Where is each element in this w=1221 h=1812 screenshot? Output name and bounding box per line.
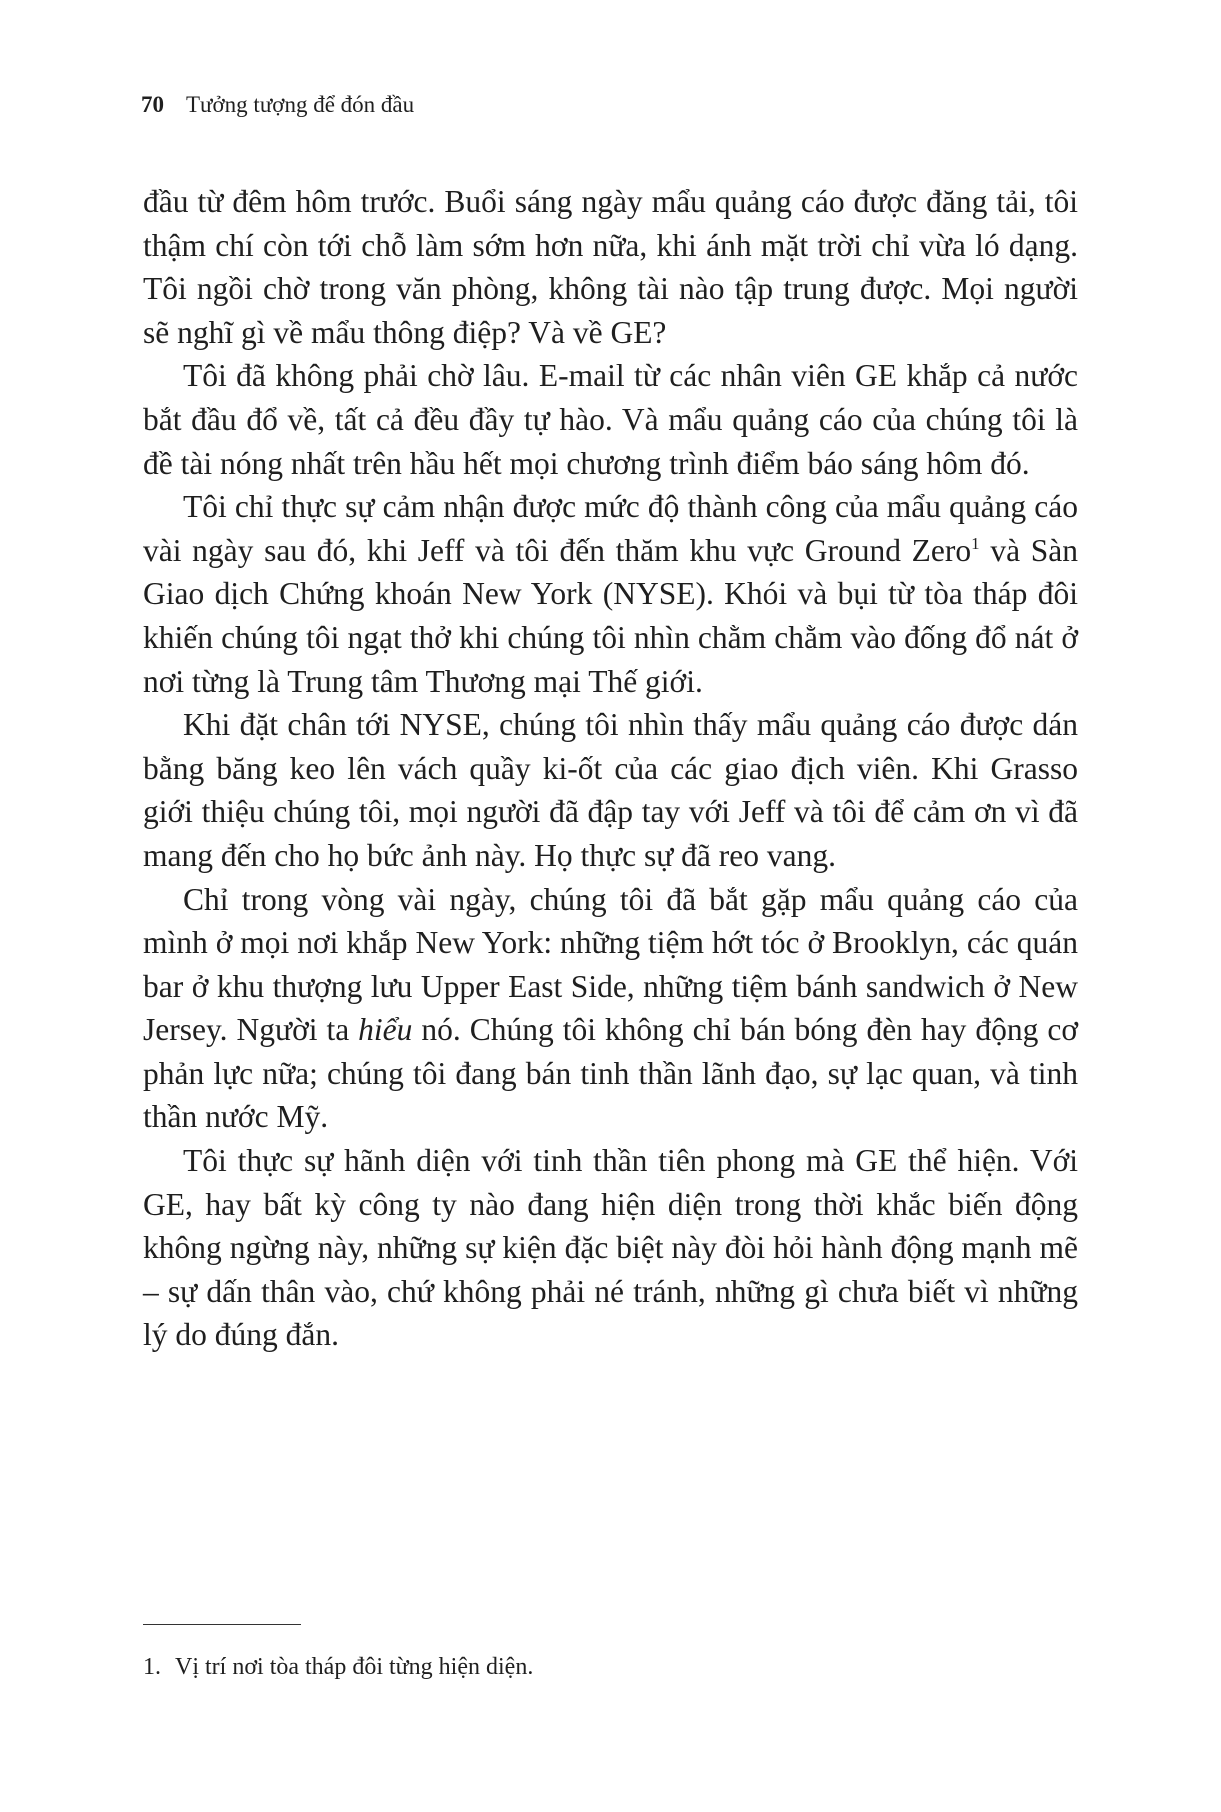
page-number: 70	[141, 92, 164, 117]
footnote-number: 1.	[143, 1654, 161, 1680]
paragraph-2: Tôi đã không phải chờ lâu. E-mail từ các nhân viên GE khắp cả nước bắt đầu đổ về, tất cả đều đầy tự hào. Và mẩu quảng cáo của chúng tôi là đề tài nóng nhất trên hầu hết mọi chương trình điểm báo sáng hôm đó.	[143, 358, 1078, 481]
paragraph-6: Tôi thực sự hãnh diện với tinh thần tiên phong mà GE thể hiện. Với GE, hay bất kỳ công ty nào đang hiện diện trong thời khắc biến động không ngừng này, những sự kiện đặc biệt này đòi hỏi hành động mạnh mẽ – sự dấn thân vào, chứ không phải né tránh, những gì chưa biết vì những lý do đúng đắn.	[143, 1143, 1078, 1353]
footnote-reference: 1	[971, 533, 980, 553]
paragraph-3-text-after: và Sàn Giao dịch Chứng khoán New York (NYSE). Khói và bụi từ tòa tháp đôi khiến chúng tôi ngạt thở khi chúng tôi nhìn chằm chằm vào đống đổ nát ở nơi từng là Trung tâm Thương mại Thế giới.	[143, 532, 1078, 699]
paragraph-4: Khi đặt chân tới NYSE, chúng tôi nhìn thấy mẩu quảng cáo được dán bằng băng keo lên vách quầy ki-ốt của các giao địch viên. Khi Grasso giới thiệu chúng tôi, mọi người đã đập tay với Jeff và tôi để cảm ơn vì đã mang đến cho họ bức ảnh này. Họ thực sự đã reo vang.	[143, 707, 1078, 873]
footnote-text: Vị trí nơi tòa tháp đôi từng hiện diện.	[175, 1654, 534, 1680]
footnote	[143, 1652, 533, 1682]
paragraph-3-text-before: Tôi chỉ thực sự cảm nhận được mức độ thành công của mẩu quảng cáo vài ngày sau đó, khi Jeff và tôi đến thăm khu vực Ground Zero	[143, 489, 1078, 568]
body-text	[143, 180, 1078, 1357]
footnote-divider	[143, 1624, 301, 1625]
book-title: Tưởng tượng để đón đầu	[186, 92, 415, 117]
paragraph-5	[143, 878, 1078, 1140]
paragraph-5-text-before: Chỉ trong vòng vài ngày, chúng tôi đã bắt gặp mẩu quảng cáo của mình ở mọi nơi khắp New York: những tiệm hớt tóc ở Brooklyn, các quán bar ở khu thượng lưu Upper East Side, những tiệm bánh sandwich ở New Jersey. Người ta	[143, 881, 1078, 1048]
emphasis-word: hiểu	[358, 1012, 413, 1048]
paragraph-1: đầu từ đêm hôm trước. Buổi sáng ngày mẩu quảng cáo được đăng tải, tôi thậm chí còn tới chỗ làm sớm hơn nữa, khi ánh mặt trời chỉ vừa ló dạng. Tôi ngồi chờ trong văn phòng, không tài nào tập trung được. Mọi người sẽ nghĩ gì về mẩu thông điệp? Và về GE?	[143, 184, 1078, 350]
paragraph-5-text-after: nó. Chúng tôi không chỉ bán bóng đèn hay động cơ phản lực nữa; chúng tôi đang bán tinh thần lãnh đạo, sự lạc quan, và tinh thần nước Mỹ.	[143, 1012, 1078, 1135]
paragraph-3	[143, 485, 1078, 703]
running-header	[141, 90, 414, 120]
